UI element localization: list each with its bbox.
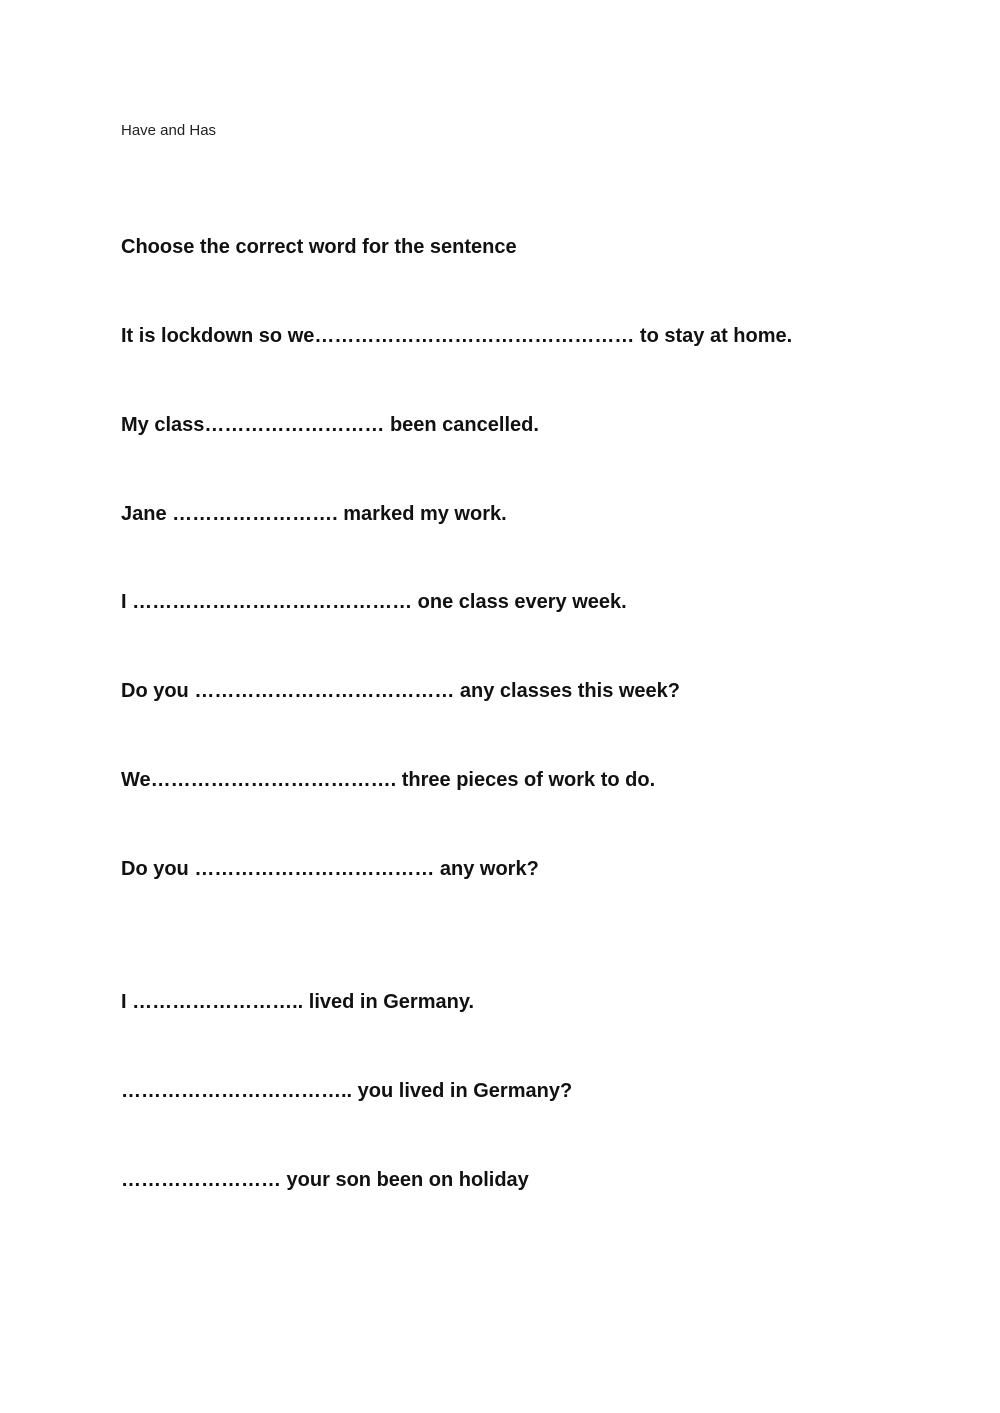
question-5: Do you ………………………………… any classes this week? (121, 680, 681, 702)
question-6: We………………………………. three pieces of work to do. (121, 769, 656, 791)
question-10: …………………… your son been on holiday (121, 1169, 529, 1191)
question-1: It is lockdown so we………………………………………… to stay at home. (121, 325, 793, 347)
question-2: My class……………………… been cancelled. (121, 414, 539, 436)
question-3: Jane ……………………. marked my work. (121, 503, 507, 525)
question-9: …………………………….. you lived in Germany? (121, 1080, 573, 1102)
question-8: I …………………….. lived in Germany. (121, 991, 475, 1013)
question-4: I …………………………………… one class every week. (121, 591, 627, 613)
instruction-heading: Choose the correct word for the sentence (121, 236, 517, 258)
question-7: Do you ……………………………… any work? (121, 858, 539, 880)
worksheet-title: Have and Has (121, 122, 217, 139)
